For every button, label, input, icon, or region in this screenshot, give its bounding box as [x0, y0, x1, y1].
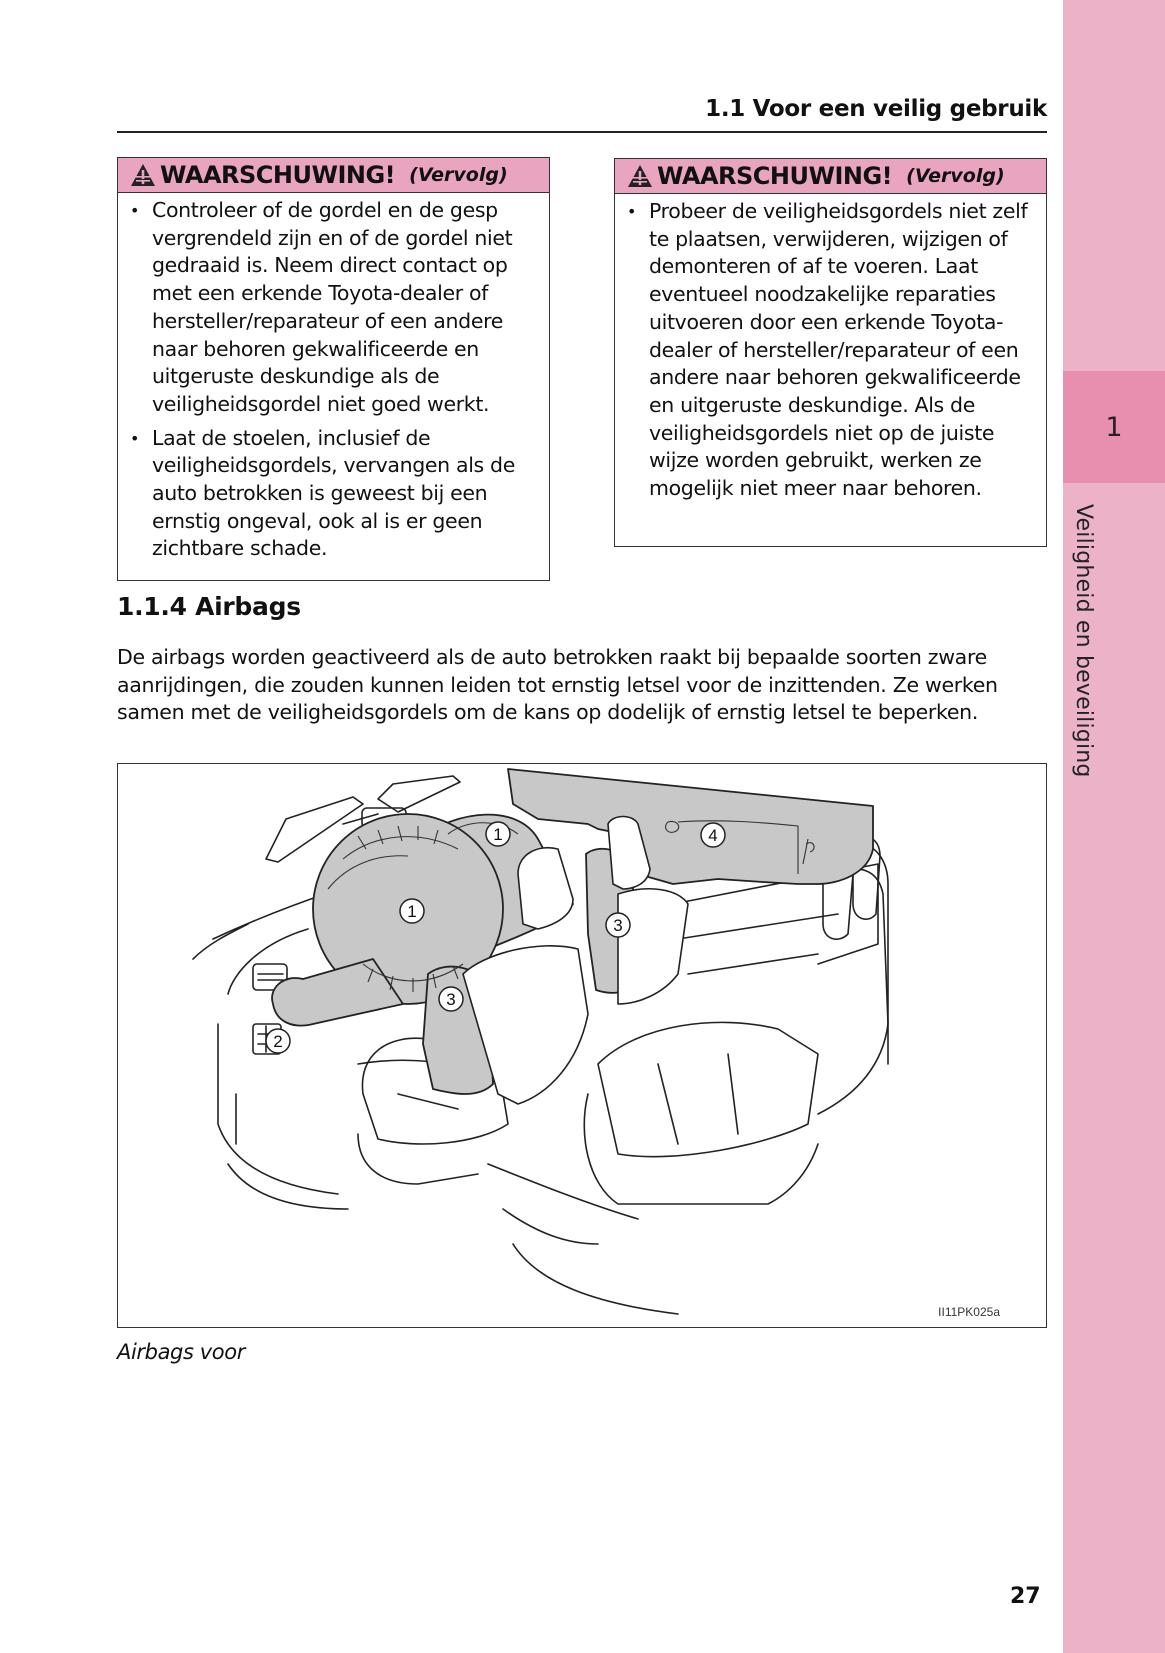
- page-number: 27: [1010, 1584, 1041, 1609]
- warning-item: • Controleer of de gordel en de gesp vergrendeld zijn en of de gordel niet gedraaid is. Neem direct contact op met een erkende Toyota-dealer of hersteller/reparateur of een andere naar behoren gekwalificeerde en uitgeruste deskundige als de veiligheidsgordel niet goed werkt.: [128, 197, 541, 419]
- airbag-illustration: [117, 763, 1047, 1328]
- running-header: 1.1 Voor een veilig gebruik: [705, 96, 1047, 122]
- chapter-number: 1: [1105, 411, 1123, 443]
- callout-3-driver-side: 3: [446, 990, 456, 1009]
- warning-item: • Laat de stoelen, inclusief de veiligheidsgordels, vervangen als de auto betrokken is geweest bij een ernstig ongeval, ook al is er geen zichtbare schade.: [128, 425, 541, 564]
- car-interior-drawing: [118, 764, 1047, 1328]
- callout-1-passenger: 1: [493, 825, 503, 844]
- figure-code: II11PK025a: [938, 1305, 1000, 1319]
- warning-list: [615, 194, 1046, 503]
- callout-1-driver: 1: [407, 902, 417, 921]
- warning-triangle-icon: [627, 164, 653, 188]
- figure-caption: Airbags voor: [117, 1340, 245, 1364]
- chapter-title: Veiligheid en beveiliging: [1071, 504, 1096, 778]
- warning-header: [615, 159, 1046, 194]
- warning-header: [118, 158, 549, 193]
- warning-box-seatbelt-check: [117, 157, 550, 581]
- warning-subtitle: (Vervolg): [906, 165, 1005, 187]
- warning-triangle-icon: [130, 163, 156, 187]
- callout-2-knee: 2: [273, 1032, 283, 1051]
- chapter-tab[interactable]: [1063, 371, 1165, 483]
- warning-title: WAARSCHUWING!: [160, 161, 396, 189]
- section-heading: 1.1.4 Airbags: [117, 592, 301, 621]
- warning-box-seatbelt-repair: [614, 158, 1047, 547]
- callout-4-curtain: 4: [708, 826, 718, 845]
- warning-item: • Probeer de veiligheidsgordels niet zelf te plaatsen, verwijderen, wijzigen of demonteren of af te voeren. Laat eventueel noodzakelijke reparaties uitvoeren door een erkende Toyota-dealer of hersteller/reparateur of een andere naar behoren gekwalificeerde en uitgeruste deskundige. Als de veiligheidsgordels niet op de juiste wijze worden gebruikt, werken ze mogelijk niet meer naar behoren.: [625, 198, 1038, 503]
- warning-title: WAARSCHUWING!: [657, 162, 893, 190]
- warning-list: [118, 193, 549, 563]
- warning-subtitle: (Vervolg): [409, 164, 508, 186]
- section-paragraph: De airbags worden geactiveerd als de auto betrokken raakt bij bepaalde soorten zware aanrijdingen, die zouden kunnen leiden tot ernstig letsel voor de inzittenden. Ze werken samen met de veiligheidsgordels om de kans op dodelijk of ernstig letsel te beperken.: [117, 645, 998, 725]
- callout-3-passenger-side: 3: [613, 916, 623, 935]
- chapter-side-strip: [1063, 0, 1165, 1653]
- header-divider: [117, 131, 1047, 133]
